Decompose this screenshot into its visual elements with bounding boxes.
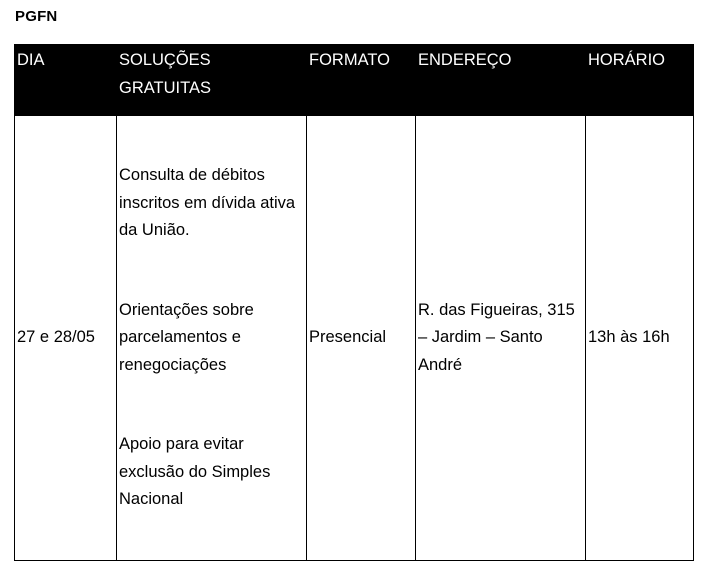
table-header-row [15, 45, 694, 116]
cell-dia: 27 e 28/05 [15, 116, 117, 561]
page-title: PGFN [15, 8, 58, 25]
table-row [15, 116, 694, 561]
cell-solucoes [117, 116, 307, 561]
solution-item-apoio: Apoio para evitar exclusão do Simples Nacional [119, 435, 271, 509]
cell-endereco [416, 116, 586, 561]
solution-item-orientacoes: Orientações sobre parcelamentos e renegociações [119, 300, 254, 374]
header-endereco: ENDEREÇO [416, 45, 586, 116]
schedule-table [14, 44, 694, 561]
solution-list [119, 162, 304, 514]
solution-item-consulta: Consulta de débitos inscritos em dívida ativa da União. [119, 166, 296, 240]
cell-formato: Presencial [307, 116, 416, 561]
header-solucoes: SOLUÇÕES GRATUITAS [117, 45, 307, 116]
address-text: R. das Figueiras, 315 – Jardim – Santo André [418, 300, 575, 374]
header-formato: FORMATO [307, 45, 416, 116]
cell-horario: 13h às 16h [586, 116, 694, 561]
header-horario: HORÁRIO [586, 45, 694, 116]
header-dia: DIA [15, 45, 117, 116]
